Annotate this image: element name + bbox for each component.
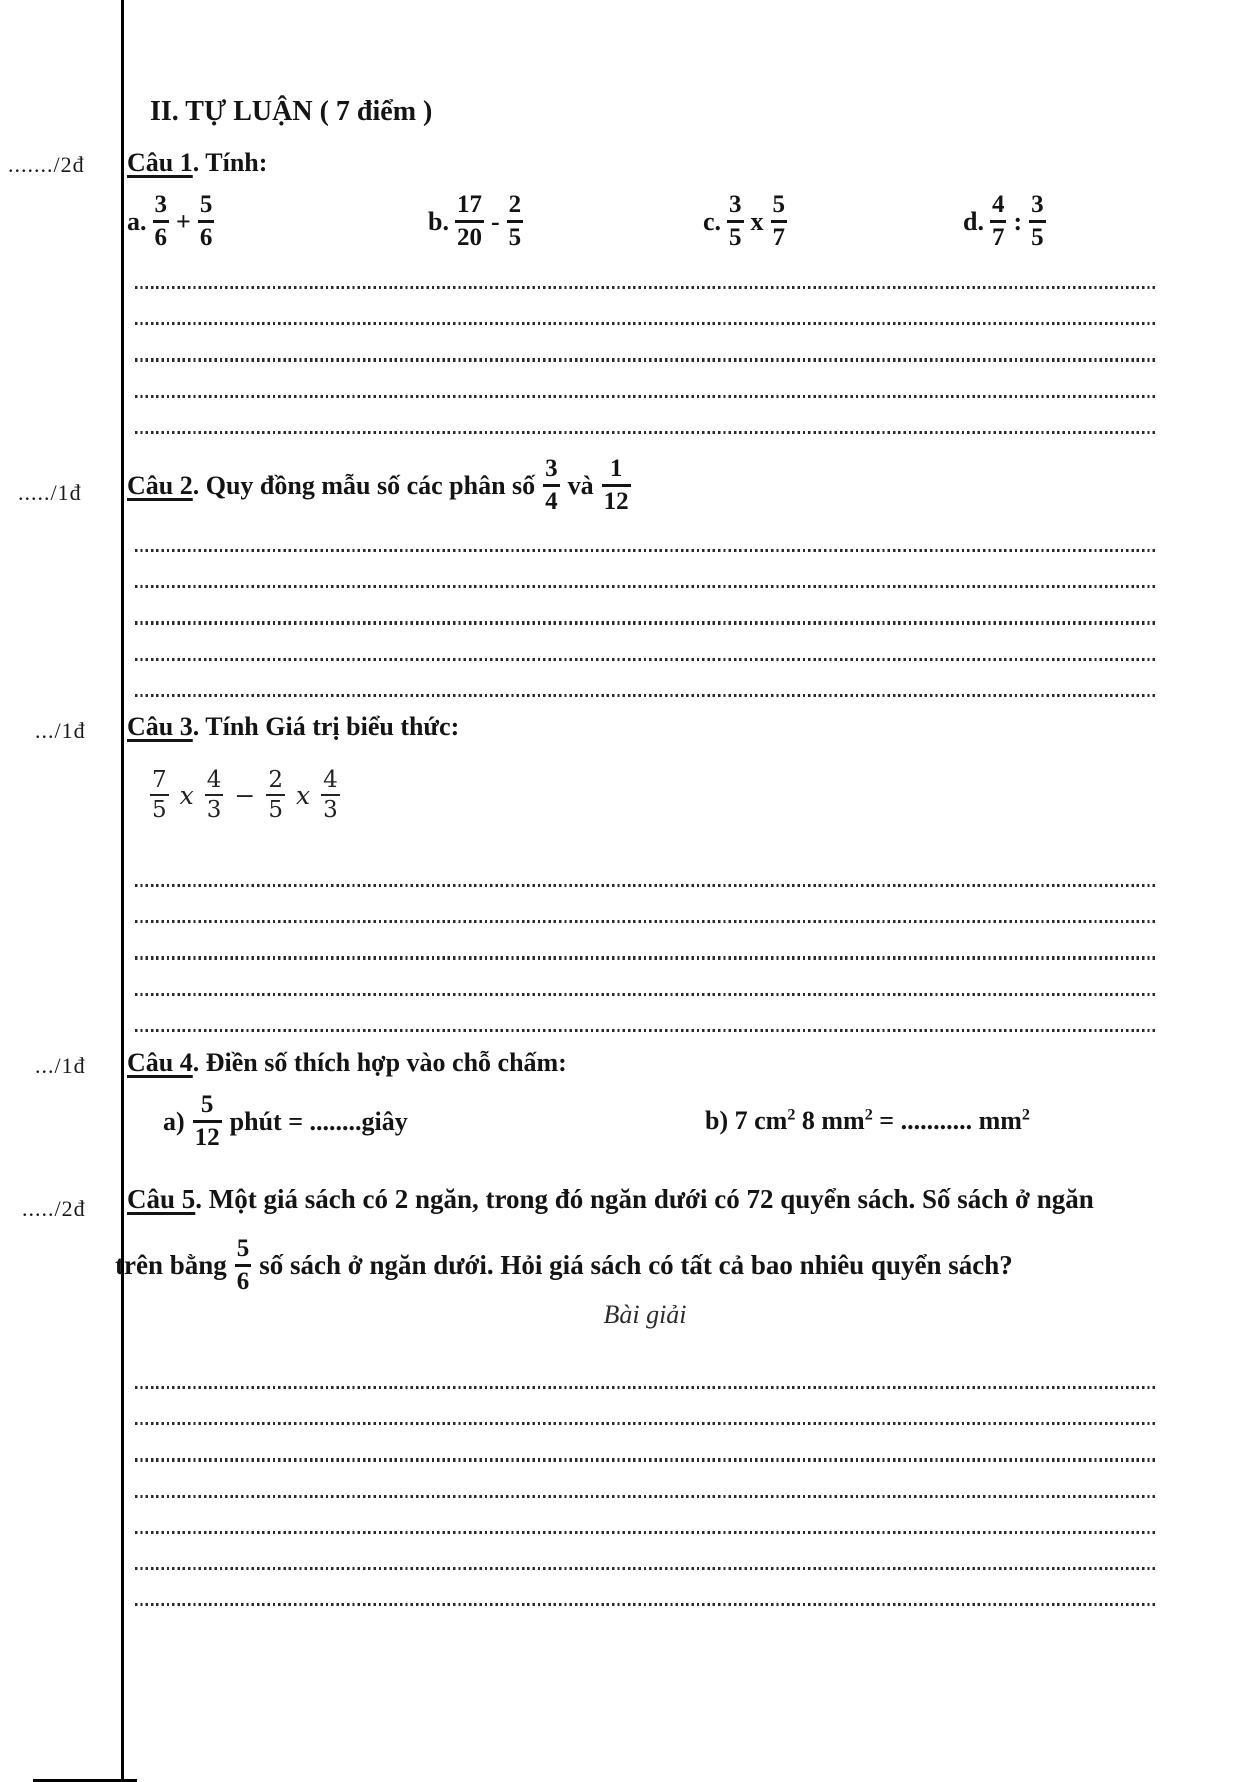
fraction: $\frac{1}{12}$ [603,455,629,515]
score-blank-q1: ......./2đ [8,152,85,177]
q2-label: Câu 2 [127,470,193,500]
q4-heading [127,1048,567,1078]
fraction: $\frac{3}{5}$ [1031,191,1044,251]
answer-line [135,286,1155,289]
answer-line [135,1495,1155,1498]
q1-item-a-label: a. [127,206,147,236]
section-title: II. TỰ LUẬN ( 7 điểm ) [150,96,433,127]
answer-line [135,694,1155,697]
q1-answer-lines [135,286,1155,467]
q5-line2-post: số sách ở ngăn dưới. Hỏi giá sách có tất cả bao nhiêu quyển sách? [259,1250,1013,1281]
operator: : [1013,206,1023,236]
q5-line1 [127,1184,1094,1215]
answer-line [135,431,1155,434]
q1-item-d-label: d. [963,206,984,236]
q2-mid: và [567,470,594,500]
q1-item-b-label: b. [428,206,449,236]
fraction: $\frac{2}{5}$ [508,191,522,251]
q5-label: Câu 5 [127,1184,196,1214]
q5-answer-lines [135,1386,1155,1639]
operator: - [490,206,500,236]
margin-rule [121,0,124,1782]
q2-answer-lines [135,549,1155,730]
answer-line [135,920,1155,923]
multiply-sign: x [179,780,194,810]
q1-label: Câu 1 [127,148,193,177]
fraction: $\frac{3}{5}$ [729,191,742,251]
q1-item-a [127,192,214,251]
fraction: $\frac{4}{7}$ [991,191,1005,251]
superscript-2: 2 [787,1106,796,1124]
q2-heading [127,456,639,515]
fraction: $\frac{5}{6}$ [236,1235,250,1295]
q5-line2 [115,1236,1013,1295]
operator: x [750,206,764,236]
fraction: $\frac{4}{3}$ [323,767,338,824]
multiply-sign: x [295,780,311,810]
answer-line [135,1422,1155,1425]
q4-item-b [705,1106,1030,1136]
fraction: $\frac{7}{5}$ [152,767,167,824]
fraction: $\frac{17}{20}$ [456,191,482,251]
q4-a-text: phút = ........giây [229,1106,408,1136]
answer-line [135,956,1155,959]
q4-label: Câu 4 [127,1048,193,1077]
q4-b-part3: = ........... mm [872,1106,1022,1135]
answer-line [135,1531,1155,1534]
score-blank-q4: .../1đ [35,1053,86,1078]
superscript-2: 2 [1021,1106,1030,1124]
answer-line [135,884,1155,887]
solution-heading: Bài giải [603,1300,687,1329]
operator: + [176,206,191,236]
answer-line [135,621,1155,624]
fraction: $\frac{5}{6}$ [199,191,213,251]
answer-line [135,322,1155,325]
q3-expression [150,768,340,822]
q1-heading-rest: . Tính: [192,148,268,177]
q1-heading [127,148,267,178]
minus-sign: − [234,780,256,810]
answer-line [135,1567,1155,1570]
answer-line [135,1386,1155,1389]
answer-line [135,1029,1155,1032]
q1-item-c-label: c. [703,206,722,236]
answer-line [135,1458,1155,1461]
q4-b-part2: 8 mm [795,1106,865,1135]
q4-heading-rest: . Điền số thích hợp vào chỗ chấm: [192,1048,567,1077]
q1-item-b [428,192,523,251]
q3-answer-lines [135,884,1155,1065]
q3-label: Câu 3 [127,712,193,741]
q1-item-c [703,192,787,251]
fraction: $\frac{3}{4}$ [545,455,558,515]
answer-line [135,658,1155,661]
answer-line [135,993,1155,996]
score-blank-q3: .../1đ [35,718,86,743]
q3-heading [127,712,459,742]
fraction: $\frac{5}{7}$ [772,191,786,251]
score-blank-q2: ...../1đ [18,480,82,505]
answer-line [135,1603,1155,1606]
fraction: $\frac{5}{12}$ [194,1091,220,1151]
q1-item-d [963,192,1046,251]
answer-line [135,395,1155,398]
q4-item-a [163,1092,408,1151]
q3-heading-rest: . Tính Giá trị biểu thức: [192,712,460,741]
answer-line [135,549,1155,552]
q4-a-label: a) [163,1106,185,1136]
q4-b-part1: b) 7 cm [705,1106,788,1135]
fraction: $\frac{4}{3}$ [206,767,222,824]
superscript-2: 2 [864,1106,873,1124]
answer-line [135,358,1155,361]
fraction: $\frac{2}{5}$ [268,767,283,824]
fraction: $\frac{3}{6}$ [154,191,167,251]
answer-line [135,585,1155,588]
score-blank-q5: ...../2đ [22,1196,86,1221]
q5-line2-pre: trên bằng [115,1250,227,1281]
q5-line1-text: . Một giá sách có 2 ngăn, trong đó ngăn dưới có 72 quyển sách. Số sách ở ngăn [195,1184,1094,1214]
q2-text: . Quy đồng mẫu số các phân số [192,470,536,500]
